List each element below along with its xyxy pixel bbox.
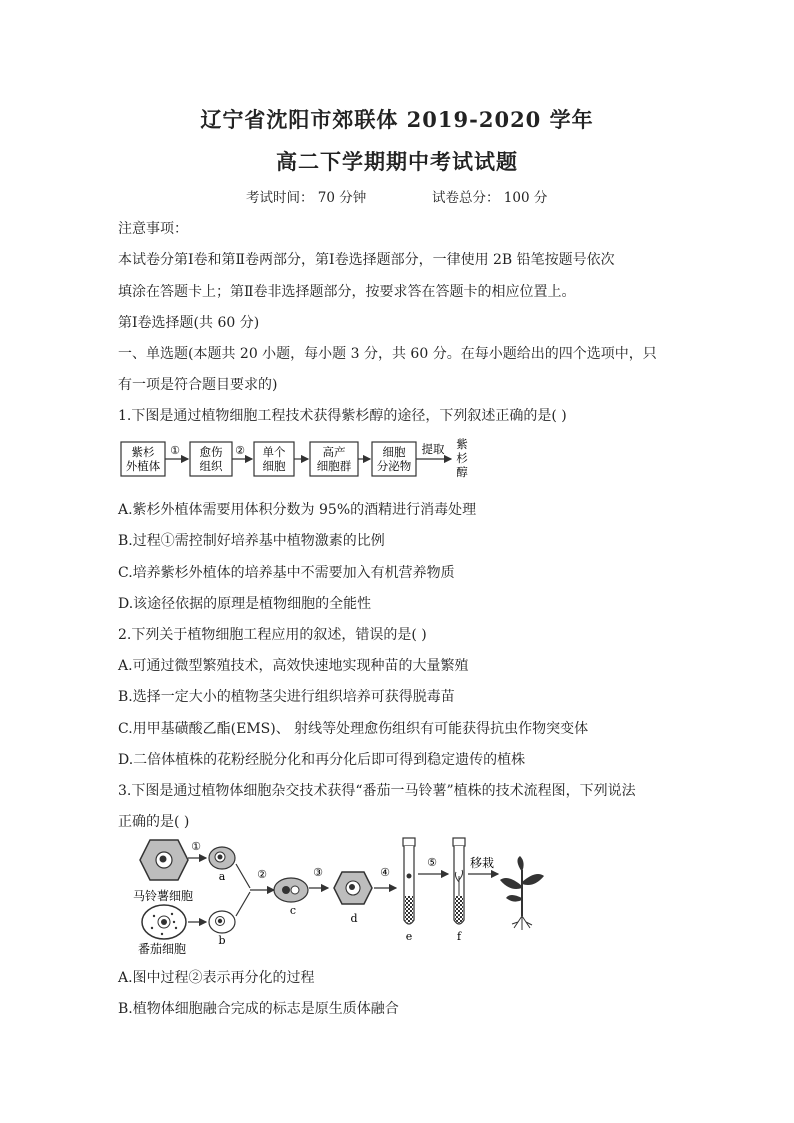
section-intro-line-2: 有一项是符合题目要求的) xyxy=(118,377,278,393)
q1-stem: 1.下图是通过植物细胞工程技术获得紫杉醇的途径，下列叙述正确的是( ) xyxy=(118,408,567,424)
step-3-label: ③ xyxy=(313,866,323,879)
exam-time: 考试时间： 70 分钟 xyxy=(246,190,367,206)
step-1-label: ① xyxy=(170,444,180,457)
svg-text:紫: 紫 xyxy=(456,437,468,451)
tomato-cell-label: 番茄细胞 xyxy=(138,942,187,956)
label-d: d xyxy=(350,912,358,925)
box-single-cell xyxy=(254,442,294,476)
q2-option-d: D.二倍体植株的花粉经脱分化和再分化后即可得到稳定遗传的植株 xyxy=(118,752,526,768)
label-b: b xyxy=(218,934,226,947)
svg-text:紫杉: 紫杉 xyxy=(131,445,155,459)
total-score: 试卷总分： 100 分 xyxy=(432,190,548,206)
svg-text:细胞: 细胞 xyxy=(382,445,406,459)
box-explant xyxy=(121,442,165,476)
merge-line xyxy=(236,892,250,916)
document-subtitle: 高二下学期期中考试试题 xyxy=(276,149,518,174)
taxol-label xyxy=(456,437,468,479)
notes-line-2: 填涂在答题卡上；第Ⅱ卷非选择题部分，按要求答在答题卡的相应位置上。 xyxy=(118,284,576,300)
q1-option-d: D.该途径依据的原理是植物细胞的全能性 xyxy=(118,596,372,612)
potato-cell xyxy=(140,840,188,880)
q1-option-b: B.过程①需控制好培养基中植物激素的比例 xyxy=(118,533,385,549)
hybrid-cell-d xyxy=(334,872,372,904)
transplant-label: 移栽 xyxy=(469,856,495,870)
q3-stem-line-2: 正确的是( ) xyxy=(118,814,190,830)
merge-line xyxy=(236,864,250,888)
q2-option-a: A.可通过微型繁殖技术，高效快速地实现种苗的大量繁殖 xyxy=(118,658,469,674)
tomato-cell xyxy=(142,905,186,939)
protoplast-a xyxy=(209,847,235,869)
q1-option-c: C.培养紫杉外植体的培养基中不需要加入有机营养物质 xyxy=(118,565,455,581)
step-1-label: ① xyxy=(191,840,201,853)
potato-cell-label: 马铃薯细胞 xyxy=(133,889,194,903)
svg-text:细胞: 细胞 xyxy=(262,459,286,473)
svg-text:外植体: 外植体 xyxy=(125,459,161,473)
test-tube-e xyxy=(403,838,415,924)
label-e: e xyxy=(405,930,413,943)
q3-option-b: B.植物体细胞融合完成的标志是原生质体融合 xyxy=(118,1001,399,1017)
notes-heading: 注意事项： xyxy=(118,221,188,237)
box-high-yield-cells xyxy=(310,442,358,476)
test-tube-f xyxy=(453,838,465,924)
step-5-label: ⑤ xyxy=(427,856,437,869)
extract-label: 提取 xyxy=(421,442,445,456)
svg-text:杉: 杉 xyxy=(456,451,468,465)
step-4-label: ④ xyxy=(380,866,390,879)
document-title: 辽宁省沈阳市郊联体 2019-2020 学年 xyxy=(200,107,594,132)
part1-heading: 第Ⅰ卷选择题(共 60 分) xyxy=(118,315,260,331)
svg-text:高产: 高产 xyxy=(322,445,346,459)
svg-text:单个: 单个 xyxy=(262,445,286,459)
svg-text:组织: 组织 xyxy=(199,459,223,473)
notes-line-1: 本试卷分第Ⅰ卷和第Ⅱ卷两部分，第Ⅰ卷选择题部分，一律使用 2B 铅笔按题号依次 xyxy=(118,252,615,268)
q2-option-b: B.选择一定大小的植物茎尖进行组织培养可获得脱毒苗 xyxy=(118,689,455,705)
q1-option-a: A.紫杉外植体需要用体积分数为 95%的酒精进行消毒处理 xyxy=(118,502,477,518)
label-a: a xyxy=(218,870,226,883)
label-c: c xyxy=(289,904,297,917)
label-f: f xyxy=(456,930,462,943)
box-cell-secretion xyxy=(372,442,416,476)
protoplast-b xyxy=(209,911,235,933)
q2-option-c: C.用甲基磺酸乙酯(EMS)、 射线等处理愈伤组织有可能获得抗虫作物突变体 xyxy=(118,721,589,737)
q1-flow-diagram xyxy=(118,436,483,480)
step-2-label: ② xyxy=(257,868,267,881)
seedling-icon xyxy=(500,856,544,930)
fusing-cell-c xyxy=(274,878,308,902)
q3-fusion-diagram xyxy=(128,836,548,958)
q2-stem: 2.下列关于植物细胞工程应用的叙述，错误的是( ) xyxy=(118,627,427,643)
section-intro-line-1: 一、单选题(本题共 20 小题，每小题 3 分，共 60 分。在每小题给出的四个选项中，只 xyxy=(118,346,657,362)
box-callus xyxy=(190,442,232,476)
svg-text:愈伤: 愈伤 xyxy=(199,445,223,459)
step-2-label: ② xyxy=(235,444,245,457)
svg-text:醇: 醇 xyxy=(456,465,468,479)
svg-text:细胞群: 细胞群 xyxy=(316,459,352,473)
q3-stem-line-1: 3.下图是通过植物体细胞杂交技术获得“番茄一马铃薯”植株的技术流程图，下列说法 xyxy=(118,783,636,799)
svg-text:分泌物: 分泌物 xyxy=(376,459,412,473)
q3-option-a: A.图中过程②表示再分化的过程 xyxy=(118,970,315,986)
